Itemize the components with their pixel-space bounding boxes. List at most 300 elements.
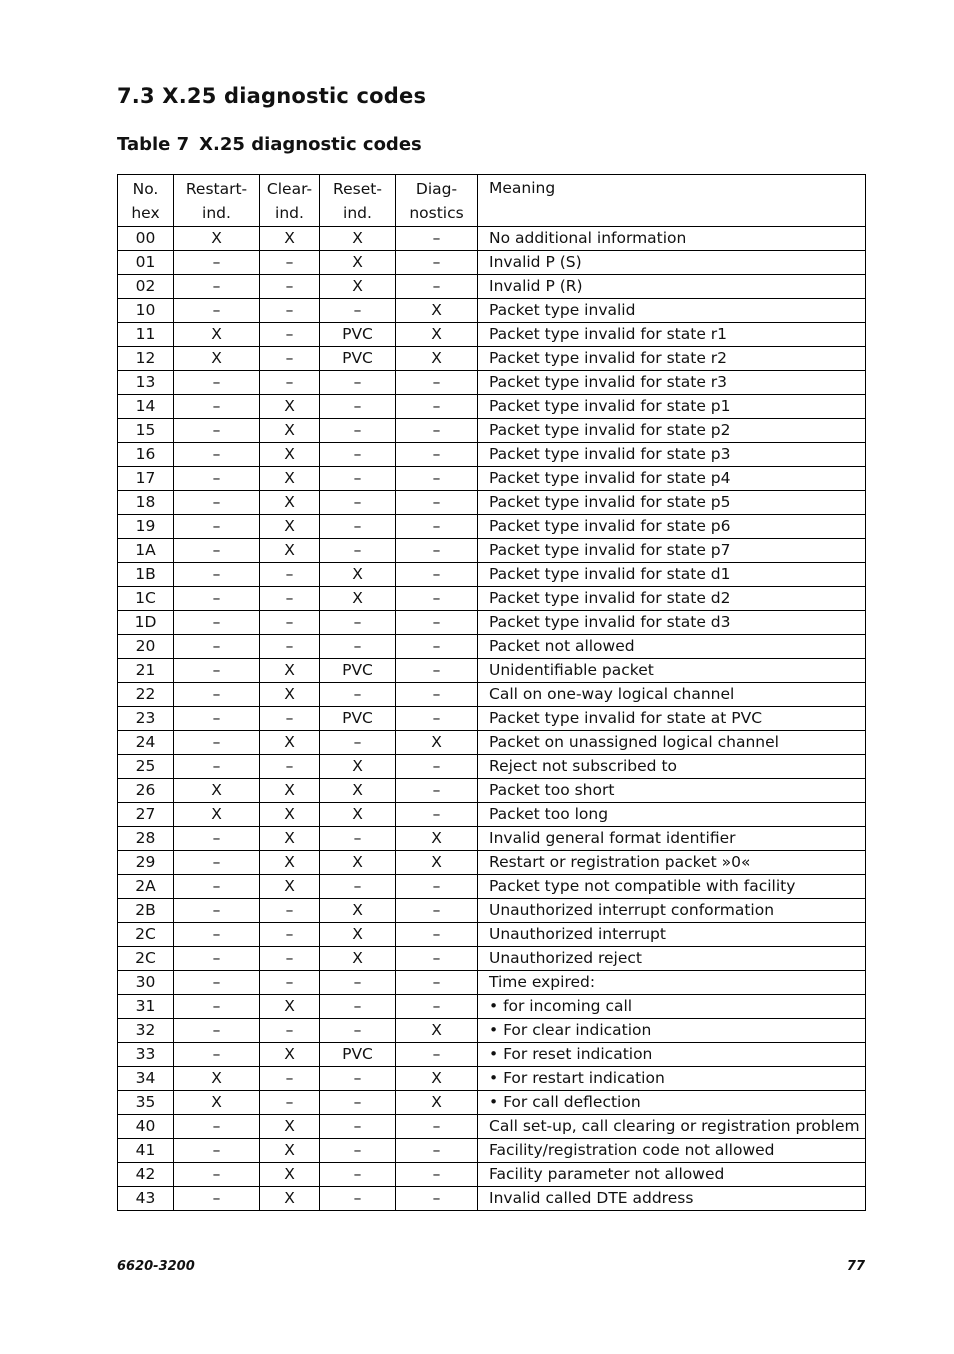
cell-no-hex: 33 (118, 1043, 174, 1067)
cell-diagnostics: – (396, 419, 478, 443)
cell-reset-ind: X (320, 923, 396, 947)
cell-meaning: Invalid P (S) (478, 251, 866, 275)
footer-doc-number: 6620-3200 (117, 1259, 195, 1274)
cell-diagnostics: – (396, 275, 478, 299)
cell-diagnostics: X (396, 347, 478, 371)
cell-diagnostics: X (396, 1019, 478, 1043)
cell-clear-ind: X (260, 683, 320, 707)
cell-reset-ind: PVC (320, 659, 396, 683)
cell-diagnostics: – (396, 467, 478, 491)
cell-clear-ind: – (260, 371, 320, 395)
diagnostic-codes-table (117, 174, 866, 1211)
cell-no-hex: 23 (118, 707, 174, 731)
cell-reset-ind: PVC (320, 347, 396, 371)
cell-meaning: Call on one-way logical channel (478, 683, 866, 707)
cell-restart-ind: – (174, 995, 260, 1019)
cell-meaning: Packet type invalid for state d2 (478, 587, 866, 611)
cell-meaning: Packet type invalid (478, 299, 866, 323)
cell-diagnostics: – (396, 1187, 478, 1211)
cell-no-hex: 42 (118, 1163, 174, 1187)
table-caption (117, 134, 422, 155)
cell-meaning: • for incoming call (478, 995, 866, 1019)
cell-restart-ind: – (174, 515, 260, 539)
table-row (118, 515, 866, 539)
cell-restart-ind: X (174, 1091, 260, 1115)
cell-restart-ind: – (174, 1163, 260, 1187)
cell-no-hex: 17 (118, 467, 174, 491)
cell-no-hex: 15 (118, 419, 174, 443)
table-row (118, 851, 866, 875)
cell-restart-ind: – (174, 899, 260, 923)
cell-diagnostics: X (396, 1067, 478, 1091)
cell-clear-ind: – (260, 323, 320, 347)
table-row (118, 683, 866, 707)
cell-meaning: Packet type invalid for state at PVC (478, 707, 866, 731)
cell-no-hex: 2C (118, 923, 174, 947)
cell-restart-ind: – (174, 1139, 260, 1163)
cell-no-hex: 1A (118, 539, 174, 563)
cell-reset-ind: – (320, 299, 396, 323)
cell-clear-ind: – (260, 587, 320, 611)
cell-no-hex: 20 (118, 635, 174, 659)
table-row (118, 323, 866, 347)
cell-diagnostics: – (396, 779, 478, 803)
cell-no-hex: 2B (118, 899, 174, 923)
cell-diagnostics: – (396, 227, 478, 251)
cell-meaning: Packet type invalid for state d1 (478, 563, 866, 587)
cell-no-hex: 26 (118, 779, 174, 803)
table-row (118, 419, 866, 443)
cell-reset-ind: – (320, 731, 396, 755)
cell-meaning: Call set-up, call clearing or registration problem (478, 1115, 866, 1139)
cell-reset-ind: X (320, 803, 396, 827)
cell-restart-ind: – (174, 587, 260, 611)
cell-restart-ind: – (174, 251, 260, 275)
table-row (118, 587, 866, 611)
cell-clear-ind: X (260, 515, 320, 539)
cell-reset-ind: X (320, 851, 396, 875)
cell-meaning: Unidentifiable packet (478, 659, 866, 683)
cell-diagnostics: X (396, 827, 478, 851)
table-row (118, 611, 866, 635)
cell-reset-ind: X (320, 779, 396, 803)
cell-restart-ind: – (174, 971, 260, 995)
cell-reset-ind: – (320, 827, 396, 851)
cell-clear-ind: – (260, 755, 320, 779)
cell-meaning: • For reset indication (478, 1043, 866, 1067)
cell-no-hex: 22 (118, 683, 174, 707)
cell-reset-ind: – (320, 635, 396, 659)
cell-clear-ind: X (260, 659, 320, 683)
cell-no-hex: 1B (118, 563, 174, 587)
cell-restart-ind: – (174, 563, 260, 587)
table-row (118, 1043, 866, 1067)
cell-diagnostics: – (396, 611, 478, 635)
cell-restart-ind: – (174, 635, 260, 659)
cell-restart-ind: X (174, 779, 260, 803)
table-row (118, 227, 866, 251)
cell-diagnostics: – (396, 1115, 478, 1139)
cell-meaning: • For restart indication (478, 1067, 866, 1091)
table-row (118, 1019, 866, 1043)
cell-clear-ind: X (260, 1043, 320, 1067)
cell-reset-ind: X (320, 899, 396, 923)
cell-restart-ind: – (174, 707, 260, 731)
table-row (118, 755, 866, 779)
cell-diagnostics: – (396, 947, 478, 971)
cell-restart-ind: – (174, 1019, 260, 1043)
cell-reset-ind: – (320, 539, 396, 563)
cell-diagnostics: X (396, 731, 478, 755)
cell-meaning: Reject not subscribed to (478, 755, 866, 779)
cell-restart-ind: X (174, 323, 260, 347)
cell-diagnostics: – (396, 899, 478, 923)
cell-diagnostics: – (396, 923, 478, 947)
cell-diagnostics: – (396, 587, 478, 611)
cell-diagnostics: – (396, 371, 478, 395)
cell-clear-ind: X (260, 1187, 320, 1211)
cell-clear-ind: X (260, 779, 320, 803)
table-row (118, 299, 866, 323)
cell-reset-ind: X (320, 275, 396, 299)
cell-diagnostics: X (396, 323, 478, 347)
header-restart-ind: Restart- ind. (174, 175, 260, 227)
cell-clear-ind: X (260, 803, 320, 827)
cell-restart-ind: – (174, 395, 260, 419)
cell-meaning: Facility/registration code not allowed (478, 1139, 866, 1163)
cell-diagnostics: – (396, 635, 478, 659)
cell-no-hex: 28 (118, 827, 174, 851)
table-caption-title: X.25 diagnostic codes (199, 134, 422, 155)
cell-meaning: Packet type invalid for state p5 (478, 491, 866, 515)
header-no-hex: No. hex (118, 175, 174, 227)
cell-diagnostics: – (396, 875, 478, 899)
cell-no-hex: 24 (118, 731, 174, 755)
cell-clear-ind: – (260, 1019, 320, 1043)
cell-reset-ind: – (320, 395, 396, 419)
cell-reset-ind: – (320, 1091, 396, 1115)
cell-clear-ind: – (260, 611, 320, 635)
cell-no-hex: 12 (118, 347, 174, 371)
cell-no-hex: 32 (118, 1019, 174, 1043)
table-row (118, 923, 866, 947)
table-row (118, 731, 866, 755)
cell-meaning: Restart or registration packet »0« (478, 851, 866, 875)
cell-restart-ind: – (174, 371, 260, 395)
section-title: 7.3 X.25 diagnostic codes (117, 84, 427, 108)
cell-meaning: Invalid P (R) (478, 275, 866, 299)
cell-reset-ind: PVC (320, 707, 396, 731)
cell-restart-ind: – (174, 299, 260, 323)
table-row (118, 491, 866, 515)
cell-meaning: Packet type invalid for state p2 (478, 419, 866, 443)
cell-reset-ind: X (320, 947, 396, 971)
cell-no-hex: 01 (118, 251, 174, 275)
cell-no-hex: 40 (118, 1115, 174, 1139)
cell-clear-ind: – (260, 347, 320, 371)
header-clear-ind: Clear- ind. (260, 175, 320, 227)
cell-restart-ind: – (174, 539, 260, 563)
cell-restart-ind: – (174, 1115, 260, 1139)
cell-reset-ind: – (320, 875, 396, 899)
cell-diagnostics: – (396, 707, 478, 731)
table-row (118, 707, 866, 731)
cell-clear-ind: X (260, 443, 320, 467)
cell-restart-ind: – (174, 755, 260, 779)
cell-restart-ind: – (174, 923, 260, 947)
cell-no-hex: 31 (118, 995, 174, 1019)
cell-clear-ind: – (260, 947, 320, 971)
cell-clear-ind: X (260, 1163, 320, 1187)
cell-diagnostics: X (396, 299, 478, 323)
cell-restart-ind: – (174, 467, 260, 491)
cell-clear-ind: X (260, 467, 320, 491)
cell-meaning: Packet type not compatible with facility (478, 875, 866, 899)
cell-meaning: Packet type invalid for state r3 (478, 371, 866, 395)
table-row (118, 779, 866, 803)
table-row (118, 1091, 866, 1115)
cell-reset-ind: – (320, 1187, 396, 1211)
cell-restart-ind: – (174, 659, 260, 683)
cell-meaning: Invalid general format identifier (478, 827, 866, 851)
cell-diagnostics: – (396, 1163, 478, 1187)
table-row (118, 1115, 866, 1139)
table-row (118, 371, 866, 395)
table-caption-number: Table 7 (117, 134, 190, 155)
cell-meaning: Unauthorized reject (478, 947, 866, 971)
table-row (118, 539, 866, 563)
table-row (118, 827, 866, 851)
table-row (118, 635, 866, 659)
cell-no-hex: 1D (118, 611, 174, 635)
cell-restart-ind: – (174, 947, 260, 971)
cell-restart-ind: X (174, 1067, 260, 1091)
table-row (118, 995, 866, 1019)
cell-clear-ind: – (260, 275, 320, 299)
table-row (118, 947, 866, 971)
cell-no-hex: 30 (118, 971, 174, 995)
cell-restart-ind: – (174, 443, 260, 467)
cell-no-hex: 02 (118, 275, 174, 299)
cell-no-hex: 43 (118, 1187, 174, 1211)
cell-reset-ind: – (320, 515, 396, 539)
cell-no-hex: 29 (118, 851, 174, 875)
cell-restart-ind: – (174, 275, 260, 299)
cell-no-hex: 27 (118, 803, 174, 827)
cell-clear-ind: – (260, 563, 320, 587)
cell-restart-ind: – (174, 827, 260, 851)
cell-diagnostics: – (396, 1043, 478, 1067)
cell-meaning: Facility parameter not allowed (478, 1163, 866, 1187)
cell-restart-ind: – (174, 491, 260, 515)
cell-diagnostics: – (396, 395, 478, 419)
cell-reset-ind: X (320, 587, 396, 611)
cell-clear-ind: X (260, 1115, 320, 1139)
cell-reset-ind: – (320, 371, 396, 395)
cell-meaning: Packet type invalid for state p1 (478, 395, 866, 419)
cell-reset-ind: – (320, 443, 396, 467)
cell-no-hex: 25 (118, 755, 174, 779)
cell-no-hex: 18 (118, 491, 174, 515)
cell-restart-ind: – (174, 731, 260, 755)
cell-reset-ind: – (320, 995, 396, 1019)
cell-clear-ind: – (260, 899, 320, 923)
cell-reset-ind: – (320, 491, 396, 515)
cell-meaning: Packet type invalid for state p4 (478, 467, 866, 491)
cell-diagnostics: – (396, 995, 478, 1019)
cell-clear-ind: X (260, 851, 320, 875)
cell-restart-ind: X (174, 803, 260, 827)
cell-meaning: Packet not allowed (478, 635, 866, 659)
cell-reset-ind: – (320, 683, 396, 707)
cell-clear-ind: X (260, 731, 320, 755)
cell-clear-ind: – (260, 299, 320, 323)
cell-restart-ind: – (174, 611, 260, 635)
cell-clear-ind: X (260, 395, 320, 419)
cell-diagnostics: – (396, 803, 478, 827)
cell-meaning: Packet type invalid for state r2 (478, 347, 866, 371)
cell-restart-ind: X (174, 227, 260, 251)
cell-clear-ind: – (260, 971, 320, 995)
cell-meaning: Packet type invalid for state p3 (478, 443, 866, 467)
cell-diagnostics: – (396, 755, 478, 779)
cell-meaning: Packet type invalid for state p6 (478, 515, 866, 539)
cell-no-hex: 11 (118, 323, 174, 347)
cell-clear-ind: – (260, 251, 320, 275)
table-row (118, 1067, 866, 1091)
cell-clear-ind: X (260, 227, 320, 251)
cell-reset-ind: – (320, 1067, 396, 1091)
cell-diagnostics: – (396, 539, 478, 563)
cell-meaning: Invalid called DTE address (478, 1187, 866, 1211)
cell-restart-ind: X (174, 347, 260, 371)
table-row (118, 347, 866, 371)
cell-diagnostics: – (396, 251, 478, 275)
footer-page-number: 77 (846, 1259, 865, 1274)
cell-no-hex: 13 (118, 371, 174, 395)
cell-meaning: • For call deflection (478, 1091, 866, 1115)
cell-no-hex: 14 (118, 395, 174, 419)
cell-diagnostics: – (396, 971, 478, 995)
cell-no-hex: 34 (118, 1067, 174, 1091)
table-row (118, 1163, 866, 1187)
cell-meaning: Packet too long (478, 803, 866, 827)
cell-restart-ind: – (174, 851, 260, 875)
cell-reset-ind: – (320, 611, 396, 635)
cell-meaning: Packet too short (478, 779, 866, 803)
cell-reset-ind: X (320, 251, 396, 275)
cell-clear-ind: X (260, 539, 320, 563)
cell-clear-ind: X (260, 875, 320, 899)
cell-meaning: Packet type invalid for state r1 (478, 323, 866, 347)
cell-diagnostics: – (396, 491, 478, 515)
table-row (118, 1187, 866, 1211)
table-row (118, 875, 866, 899)
cell-no-hex: 16 (118, 443, 174, 467)
table-row (118, 1139, 866, 1163)
cell-meaning: Packet type invalid for state d3 (478, 611, 866, 635)
cell-meaning: Unauthorized interrupt conformation (478, 899, 866, 923)
cell-no-hex: 00 (118, 227, 174, 251)
header-reset-ind: Reset- ind. (320, 175, 396, 227)
cell-reset-ind: – (320, 971, 396, 995)
cell-no-hex: 21 (118, 659, 174, 683)
cell-diagnostics: – (396, 683, 478, 707)
cell-restart-ind: – (174, 683, 260, 707)
cell-reset-ind: – (320, 1115, 396, 1139)
cell-restart-ind: – (174, 1187, 260, 1211)
cell-no-hex: 35 (118, 1091, 174, 1115)
cell-no-hex: 2C (118, 947, 174, 971)
cell-clear-ind: X (260, 491, 320, 515)
table-body (118, 227, 866, 1211)
cell-no-hex: 10 (118, 299, 174, 323)
table-row (118, 275, 866, 299)
cell-diagnostics: – (396, 659, 478, 683)
cell-restart-ind: – (174, 1043, 260, 1067)
cell-reset-ind: X (320, 755, 396, 779)
cell-restart-ind: – (174, 875, 260, 899)
cell-meaning: Time expired: (478, 971, 866, 995)
cell-clear-ind: X (260, 419, 320, 443)
cell-reset-ind: – (320, 1019, 396, 1043)
cell-no-hex: 41 (118, 1139, 174, 1163)
cell-meaning: Packet type invalid for state p7 (478, 539, 866, 563)
table-row (118, 395, 866, 419)
table-row (118, 443, 866, 467)
cell-clear-ind: – (260, 923, 320, 947)
table-row (118, 467, 866, 491)
cell-restart-ind: – (174, 419, 260, 443)
cell-no-hex: 2A (118, 875, 174, 899)
cell-clear-ind: – (260, 1091, 320, 1115)
cell-reset-ind: PVC (320, 323, 396, 347)
cell-diagnostics: – (396, 515, 478, 539)
cell-diagnostics: X (396, 851, 478, 875)
cell-clear-ind: – (260, 707, 320, 731)
cell-reset-ind: – (320, 467, 396, 491)
cell-reset-ind: X (320, 563, 396, 587)
cell-diagnostics: – (396, 443, 478, 467)
cell-clear-ind: X (260, 1139, 320, 1163)
cell-meaning: Unauthorized interrupt (478, 923, 866, 947)
cell-diagnostics: – (396, 563, 478, 587)
cell-diagnostics: – (396, 1139, 478, 1163)
table-row (118, 899, 866, 923)
cell-clear-ind: X (260, 827, 320, 851)
cell-clear-ind: X (260, 995, 320, 1019)
cell-clear-ind: – (260, 1067, 320, 1091)
cell-meaning: • For clear indication (478, 1019, 866, 1043)
cell-reset-ind: – (320, 1139, 396, 1163)
table-row (118, 563, 866, 587)
table-row (118, 803, 866, 827)
cell-clear-ind: – (260, 635, 320, 659)
cell-diagnostics: X (396, 1091, 478, 1115)
header-diagnostics: Diag- nostics (396, 175, 478, 227)
cell-reset-ind: – (320, 1163, 396, 1187)
cell-no-hex: 19 (118, 515, 174, 539)
cell-reset-ind: X (320, 227, 396, 251)
cell-no-hex: 1C (118, 587, 174, 611)
table-row (118, 659, 866, 683)
cell-meaning: Packet on unassigned logical channel (478, 731, 866, 755)
cell-reset-ind: PVC (320, 1043, 396, 1067)
table-header-row (118, 175, 866, 227)
table-row (118, 251, 866, 275)
table-row (118, 971, 866, 995)
cell-reset-ind: – (320, 419, 396, 443)
